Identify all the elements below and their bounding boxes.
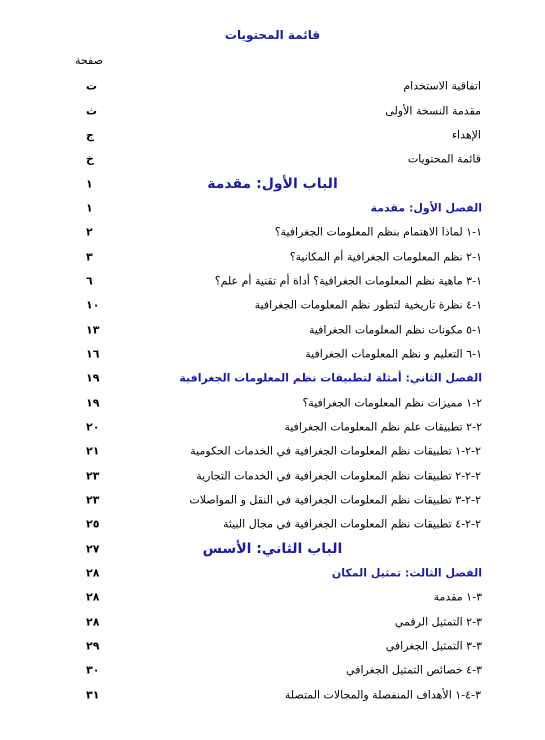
toc-entry-chapter <box>0 561 545 585</box>
toc-entry-title: قائمة المحتويات <box>407 152 481 166</box>
toc-entry-page-number: ج <box>86 128 94 142</box>
toc-entry-page-number: ٢ <box>86 225 93 239</box>
toc-entry-section <box>0 390 545 414</box>
toc-entry-title: ١-١ لماذا الاهتمام بنظم المعلومات الجغرافية؟ <box>274 225 482 239</box>
toc-entry-page-number: ١٩ <box>86 371 100 385</box>
toc-entry-title: ١-٥ مكونات نظم المعلومات الجغرافية <box>308 323 482 337</box>
toc-entry-page-number: ٢٨ <box>86 566 100 580</box>
toc-entry-title: الفصل الأول: مقدمة <box>370 201 482 215</box>
toc-entry-section <box>0 293 545 317</box>
toc-entry-title: ٢-٢-١ تطبيقات نظم المعلومات الجغرافية في الخدمات الحكومية <box>190 444 481 458</box>
toc-entry-page-number: ٢٣ <box>86 493 100 507</box>
toc-entry-title: ٣-٣ التمثيل الجغرافي <box>385 639 482 653</box>
toc-entry-title: ٢-٢-٣ تطبيقات نظم المعلومات الجغرافية في النقل و المواصلات <box>189 493 481 507</box>
toc-entry-title: ٢-٢ تطبيقات علم نظم المعلومات الجغرافية <box>284 420 482 434</box>
toc-entry-front <box>0 123 545 147</box>
toc-entry-title: ١-٦ التعليم و نظم المعلومات الجغرافية <box>305 347 482 361</box>
toc-entry-section <box>0 269 545 293</box>
toc-entry-page-number: ت <box>86 79 98 93</box>
toc-entry-title: ٢-١ مميزات نظم المعلومات الجغرافية؟ <box>302 396 482 410</box>
toc-entry-title: ٣-٤-١ الأهداف المنفصلة والمجالات المتصلة <box>284 688 481 702</box>
toc-entry-page-number: ١٦ <box>86 347 100 361</box>
toc-entry-chapter <box>0 196 545 220</box>
toc-entry-page-number: ١٣ <box>86 323 100 337</box>
toc-entry-part <box>0 171 545 195</box>
toc-entry-front <box>0 74 545 98</box>
toc-entry-title: ٢-٢-٤ تطبيقات نظم المعلومات الجغرافية في مجال البيئة <box>222 517 481 531</box>
toc-entry-page-number: ١٠ <box>86 298 100 312</box>
toc-entry-title: ٣-١ مقدمة <box>433 590 482 604</box>
toc-entry-page-number: ١ <box>86 201 93 215</box>
toc-entry-sub <box>0 512 545 536</box>
toc-entry-section <box>0 610 545 634</box>
toc-entry-chapter <box>0 366 545 390</box>
toc-entry-title: الفصل الثاني: أمثلة لتطبيقات نظم المعلومات الجغرافية <box>179 371 482 385</box>
toc-entry-title: ١-٤ نظرة تاريخية لتطور نظم المعلومات الجغرافية <box>254 298 482 312</box>
toc-entry-title: ١-٣ ماهية نظم المعلومات الجغرافية؟ أداة أم تقنية أم علم؟ <box>214 274 482 288</box>
toc-entry-title: مقدمة النسخة الأولى <box>385 104 481 118</box>
toc-entry-section <box>0 342 545 366</box>
toc-entry-page-number: ٢٧ <box>86 542 100 556</box>
toc-entry-title: الفصل الثالث: تمثيل المكان <box>331 566 482 580</box>
page-title: قائمة المحتويات <box>224 28 321 42</box>
toc-entry-page-number: ٣٠ <box>86 663 100 677</box>
toc-entry-page-number: ٣ <box>86 250 93 264</box>
toc-entry-title: ١-٢ نظم المعلومات الجغرافية أم المكانية؟ <box>289 250 482 264</box>
toc-entry-section <box>0 634 545 658</box>
toc-entry-sub <box>0 464 545 488</box>
toc-entry-title: الباب الأول: مقدمة <box>207 175 338 192</box>
toc-entry-sub <box>0 683 545 707</box>
toc-entry-section <box>0 658 545 682</box>
toc-entry-title: ٢-٢-٢ تطبيقات نظم المعلومات الجغرافية في الخدمات التجارية <box>196 469 481 483</box>
toc-entry-page-number: ٦ <box>86 274 93 288</box>
toc-entry-title: ٣-٤ خصائص التمثيل الجغرافي <box>346 663 482 677</box>
toc-entry-page-number: ١ <box>86 177 93 191</box>
toc-entry-sub <box>0 488 545 512</box>
toc-entry-page-number: ٢١ <box>86 444 100 458</box>
toc-entry-sub <box>0 439 545 463</box>
toc-entry-page-number: ٢٨ <box>86 615 100 629</box>
toc-entry-part <box>0 537 545 561</box>
toc-entry-page-number: ٣١ <box>86 688 100 702</box>
toc-entry-section <box>0 244 545 268</box>
toc-entry-title: الباب الثاني: الأسس <box>202 540 343 557</box>
toc-entry-section <box>0 317 545 341</box>
toc-entry-page-number: ٢٥ <box>86 517 100 531</box>
toc-entry-page-number: ١٩ <box>86 396 100 410</box>
toc-entry-title: ٣-٢ التمثيل الرقمي <box>394 615 482 629</box>
toc-entry-page-number: ث <box>86 104 98 118</box>
toc-entry-title: اتفاقية الاستخدام <box>403 79 481 93</box>
toc-entry-front <box>0 98 545 122</box>
toc-entry-section <box>0 585 545 609</box>
toc-entry-front <box>0 147 545 171</box>
toc-entry-page-number: ٢٩ <box>86 639 100 653</box>
toc-entry-section <box>0 220 545 244</box>
toc-entry-page-number: ٢٠ <box>86 420 100 434</box>
toc-entry-page-number: خ <box>86 152 94 166</box>
toc-list <box>0 74 545 707</box>
toc-entry-page-number: ٢٣ <box>86 469 100 483</box>
toc-entry-page-number: ٢٨ <box>86 590 100 604</box>
toc-entry-section <box>0 415 545 439</box>
toc-entry-title: الإهداء <box>451 128 481 142</box>
page-column-header: صفحة <box>75 54 103 67</box>
